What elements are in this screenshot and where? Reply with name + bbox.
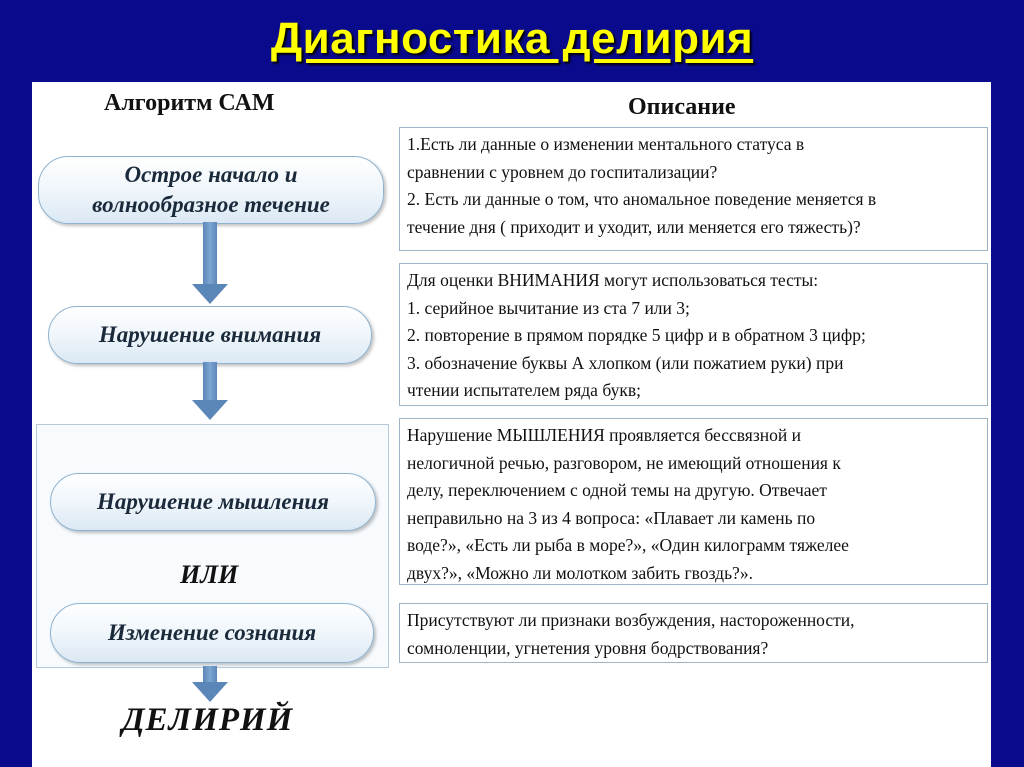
description-line: делу, переключением с одной темы на другую. Отвечает [407, 480, 827, 500]
description-line: 3. обозначение буквы А хлопком (или пожатием руки) при [407, 352, 844, 373]
description-line: 2. повторение в прямом порядке 5 цифр и в обратном 3 цифр; [407, 325, 866, 345]
slide-title: Диагностика делирия [270, 14, 754, 63]
description-line: течение дня ( приходит и уходит, или меняется его тяжесть)? [407, 216, 861, 237]
description-line: двух?», «Можно ли молотком забить гвоздь?». [407, 562, 753, 583]
step-acute-onset-line1: Острое начало и [124, 162, 298, 188]
arrow-down-icon [192, 666, 228, 704]
arrow-down-icon [192, 362, 228, 422]
description-line: 2. Есть ли данные о том, что аномальное поведение меняется в [407, 189, 877, 209]
result-delirium: ДЕЛИРИЙ [122, 702, 294, 738]
step-attention: Нарушение внимания [48, 306, 372, 364]
description-line: неправильно на 3 из 4 вопроса: «Плавает ли камень по [407, 507, 816, 528]
description-attention [399, 263, 988, 406]
description-consciousness [399, 603, 988, 663]
algorithm-header: Алгоритм САМ [104, 90, 275, 116]
step-thinking: Нарушение мышления [50, 473, 376, 531]
description-line: нелогичной речью, разговором, не имеющий отношения к [407, 452, 841, 473]
description-line: Нарушение МЫШЛЕНИЯ проявляется бессвязной и [407, 425, 801, 445]
description-line: сомноленции, угнетения уровня бодрствования? [407, 637, 769, 658]
description-line: сравнении с уровнем до госпитализации? [407, 161, 718, 182]
or-label: ИЛИ [180, 560, 239, 589]
arrow-down-icon [192, 222, 228, 306]
description-thinking [399, 418, 988, 585]
step-consciousness: Изменение сознания [50, 603, 374, 663]
description-line: воде?», «Есть ли рыба в море?», «Один килограмм тяжелее [407, 535, 849, 555]
description-line: 1. серийное вычитание из ста 7 или 3; [407, 297, 690, 318]
description-header: Описание [628, 94, 736, 120]
description-line: Для оценки ВНИМАНИЯ могут использоваться тесты: [407, 270, 819, 290]
step-acute-onset [38, 156, 384, 224]
description-line: 1.Есть ли данные о изменении ментального статуса в [407, 134, 805, 154]
description-line: Присутствуют ли признаки возбуждения, настороженности, [407, 610, 855, 630]
description-line: чтении испытателем ряда букв; [407, 380, 641, 400]
step-acute-onset-line2: волнообразное течение [92, 192, 330, 217]
description-onset [399, 127, 988, 251]
